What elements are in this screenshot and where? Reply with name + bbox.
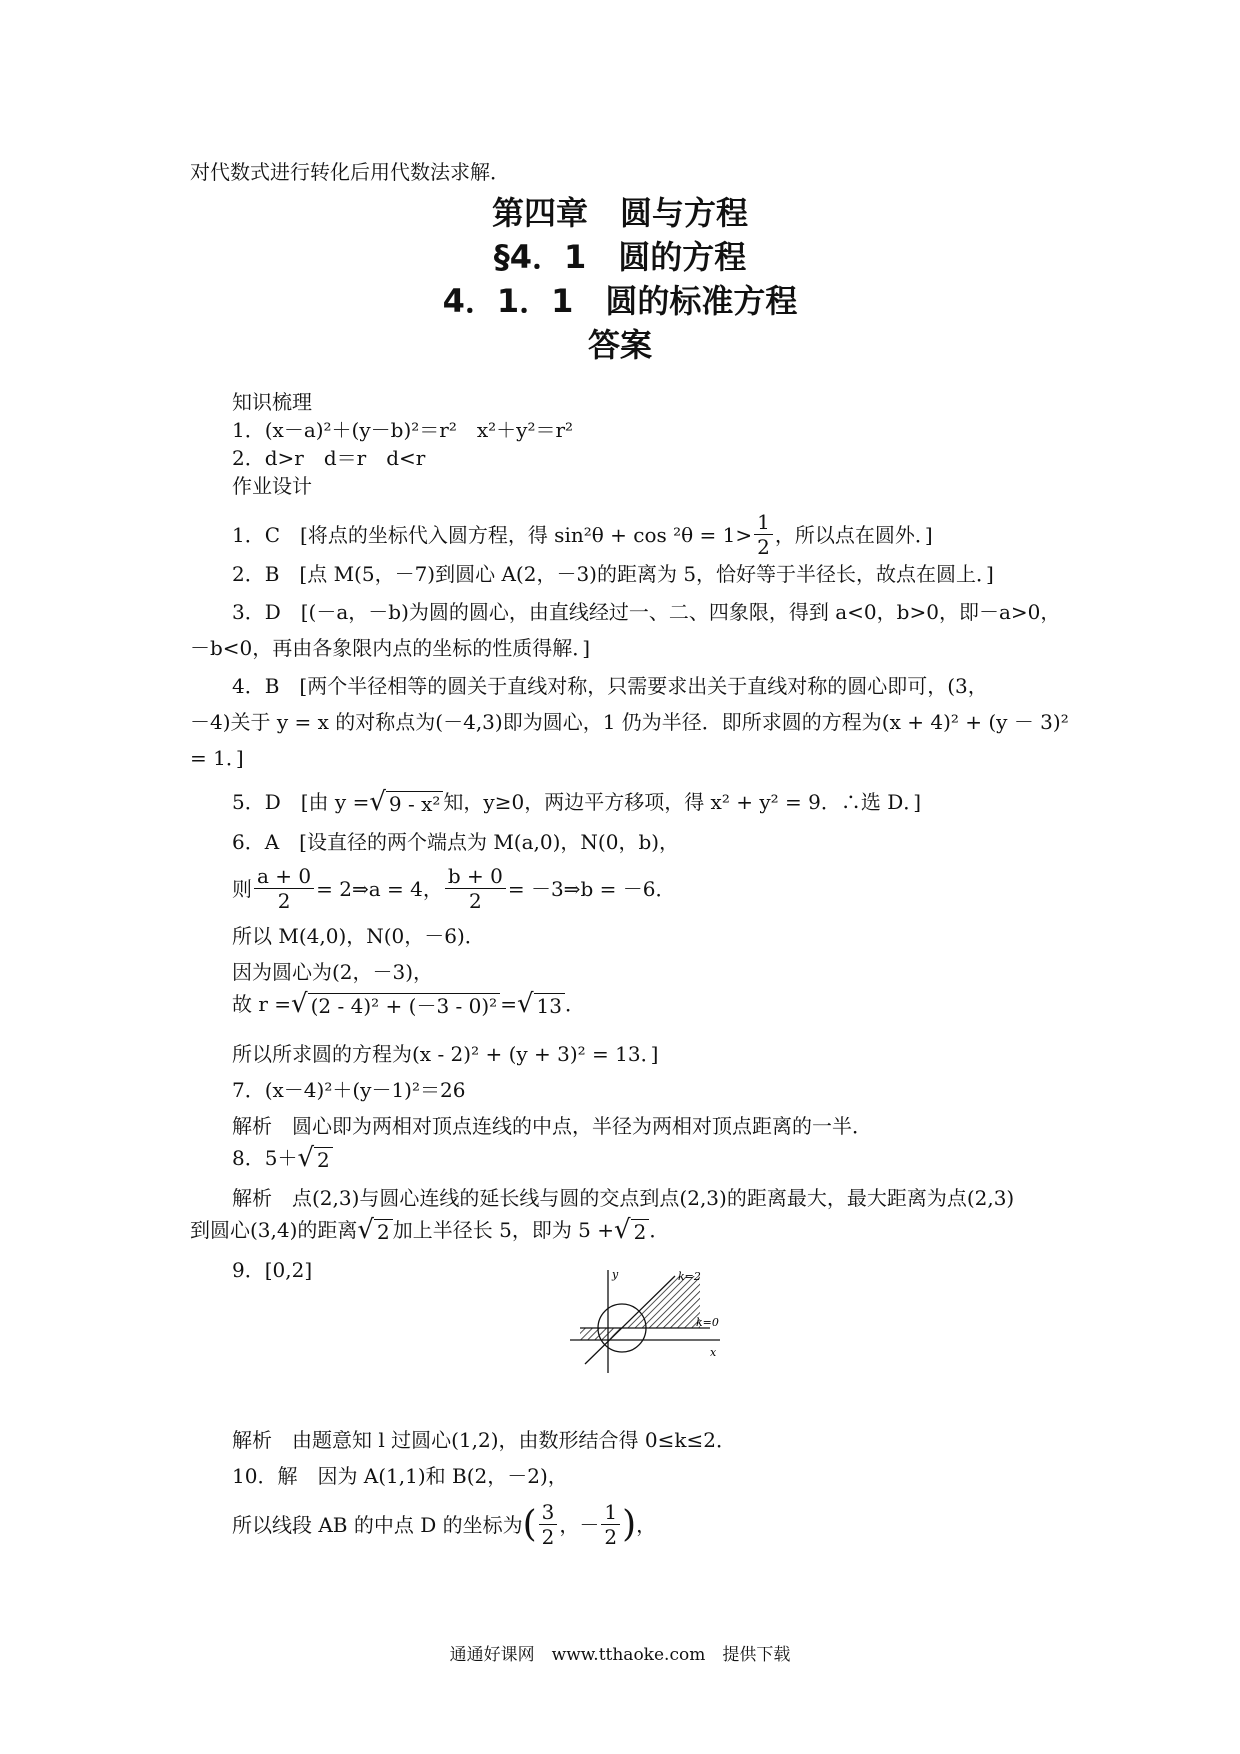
q6-frac-b: [445, 864, 506, 913]
q9-answer: 9．[0,2]: [232, 1258, 313, 1282]
radicand: 2: [314, 1147, 333, 1172]
q6-then: 则: [232, 876, 252, 901]
radical-sign: √: [614, 1215, 631, 1245]
q4-line-b: －4)关于 y = x 的对称点为(－4,3)即为圆心，1 仍为半径．即所求圆的方程为(x + 4)² + (y － 3)²: [190, 710, 1069, 734]
q10-text-end: ，: [636, 1512, 657, 1537]
q10-text: 所以线段 AB 的中点 D 的坐标为: [232, 1512, 523, 1537]
q6-line-1: 6．A [设直径的两个端点为 M(a,0)，N(0，b)，: [232, 830, 680, 854]
q1-text: 1．C [将点的坐标代入圆方程，得 sin²θ + cos ²θ = 1>: [232, 522, 753, 547]
q5-text-end: 知，y≥0，两边平方移项，得 x² + y² = 9．∴选 D．]: [443, 790, 922, 814]
q1-fraction: [754, 510, 773, 559]
q8-answer: [232, 1144, 333, 1172]
circle-origin-eq: x²＋y²＝r²: [476, 418, 574, 442]
q10-line-2: [232, 1500, 656, 1549]
frac-num: b + 0: [445, 864, 506, 889]
q8-period: ．: [649, 1218, 670, 1242]
q5-sqrt: [369, 788, 443, 816]
radicand: 13: [534, 993, 565, 1018]
q6-sqrt-1: [291, 990, 500, 1018]
q8-analysis-mid: 加上半径长 5，即为 5 +: [392, 1218, 615, 1242]
knowledge-title: 知识梳理: [232, 390, 312, 414]
graph-label-k2: k=2: [678, 1270, 701, 1283]
shaded-region-upper: [622, 1276, 700, 1328]
q6-line-4: 因为圆心为(2，－3)，: [232, 960, 434, 984]
q5-line: [232, 788, 921, 816]
q9-graph: [560, 1268, 730, 1378]
q8-analysis-a: 解析 点(2,3)与圆心连线的延长线与圆的交点到点(2,3)的距离最大，最大距离为点(2,3): [232, 1186, 1015, 1210]
item-number: 1．: [232, 418, 265, 442]
q1-text-end: ，所以点在圆外．]: [774, 522, 933, 547]
homework-title: 作业设计: [232, 474, 312, 498]
radical-sign: √: [369, 787, 386, 817]
q10-frac-b: [601, 1500, 620, 1549]
close-paren: ): [622, 1503, 637, 1545]
q10-sep: ，－: [559, 1512, 600, 1537]
q6-mid2: = －3⇒b = －6．: [507, 876, 676, 901]
q3-line-a: 3．D [(－a，－b)为圆的圆心，由直线经过一、二、四象限，得到 a<0，b>0，即－a>0，: [232, 600, 1061, 624]
section-heading: §4．1 圆的方程: [493, 238, 747, 276]
radicand: 9 - x²: [386, 791, 444, 816]
radical-sign: √: [297, 1143, 315, 1173]
frac-num: 3: [539, 1500, 558, 1525]
q7-analysis: 解析 圆心即为两相对顶点连线的中点，半径为两相对顶点距离的一半．: [232, 1114, 872, 1138]
circle-standard-eq: (x－a)²＋(y－b)²＝r²: [264, 418, 457, 442]
q1-line: [232, 510, 933, 559]
frac-den: 2: [277, 889, 291, 913]
q8-sqrt-a: [357, 1216, 392, 1244]
radicand: 2: [631, 1219, 650, 1244]
intro-line: 对代数式进行转化后用代数法求解．: [190, 160, 510, 184]
graph-label-y: y: [612, 1268, 619, 1281]
radical-sign: √: [291, 989, 308, 1019]
subsection-heading: 4．1．1 圆的标准方程: [442, 282, 798, 320]
q6-mid1: = 2⇒a = 4，: [316, 876, 443, 901]
q8-analysis-text: 到圆心(3,4)的距离: [190, 1218, 358, 1242]
knowledge-item-1: [232, 416, 573, 444]
q5-text: 5．D [由 y =: [232, 790, 370, 814]
radical-sign: √: [516, 989, 534, 1019]
radicand: (2 - 4)² + (－3 - 0)²: [308, 993, 501, 1018]
frac-num: a + 0: [254, 864, 314, 889]
q6-line-2: [232, 864, 675, 913]
q4-line-c: = 1．]: [190, 746, 244, 770]
frac-num: 1: [754, 510, 773, 535]
frac-den: 2: [541, 1525, 555, 1549]
q9-analysis: 解析 由题意知 l 过圆心(1,2)，由数形结合得 0≤k≤2．: [232, 1428, 736, 1452]
frac-den: 2: [604, 1525, 618, 1549]
radicand: 2: [374, 1219, 393, 1244]
graph-label-x: x: [710, 1346, 717, 1359]
q7-answer: 7．(x－4)²＋(y－1)²＝26: [232, 1078, 466, 1102]
q6-r-text: 故 r =: [232, 992, 292, 1016]
answer-heading: 答案: [587, 326, 652, 364]
q3-line-b: －b<0，再由各象限内点的坐标的性质得解．]: [190, 636, 591, 660]
q6-period: ．: [564, 992, 585, 1016]
q6-line-5: [232, 990, 585, 1018]
frac-den: 2: [468, 889, 482, 913]
page-footer: 通通好课网 www.tthaoke.com 提供下载: [449, 1645, 791, 1665]
q4-line-a: 4．B [两个半径相等的圆关于直线对称，只需要求出关于直线对称的圆心即可，(3，: [232, 674, 988, 698]
q6-line-3: 所以 M(4,0)，N(0，－6)．: [232, 924, 485, 948]
q8-sqrt-b: [614, 1216, 649, 1244]
q10-frac-a: [539, 1500, 558, 1549]
q6-frac-a: [254, 864, 314, 913]
q6-equals: =: [500, 992, 517, 1016]
q2-line: 2．B [点 M(5，－7)到圆心 A(2，－3)的距离为 5，恰好等于半径长，故点在圆上．]: [232, 562, 994, 586]
knowledge-item-2: 2．d>r d＝r d<r: [232, 446, 426, 470]
graph-label-k0: k=0: [696, 1316, 719, 1329]
chapter-heading: 第四章 圆与方程: [491, 194, 748, 232]
q6-line-6: 所以所求圆的方程为(x - 2)² + (y + 3)² = 13．]: [232, 1042, 659, 1066]
q8-ans-text: 8．5＋: [232, 1146, 298, 1170]
q10-line-1: 10．解 因为 A(1,1)和 B(2，－2)，: [232, 1464, 568, 1488]
q8-analysis-b: [190, 1216, 669, 1244]
frac-den: 2: [757, 535, 770, 559]
radical-sign: √: [357, 1215, 374, 1245]
frac-num: 1: [601, 1500, 620, 1525]
q6-sqrt-2: [517, 990, 565, 1018]
q8-sqrt: [297, 1144, 332, 1172]
open-paren: (: [522, 1503, 537, 1545]
